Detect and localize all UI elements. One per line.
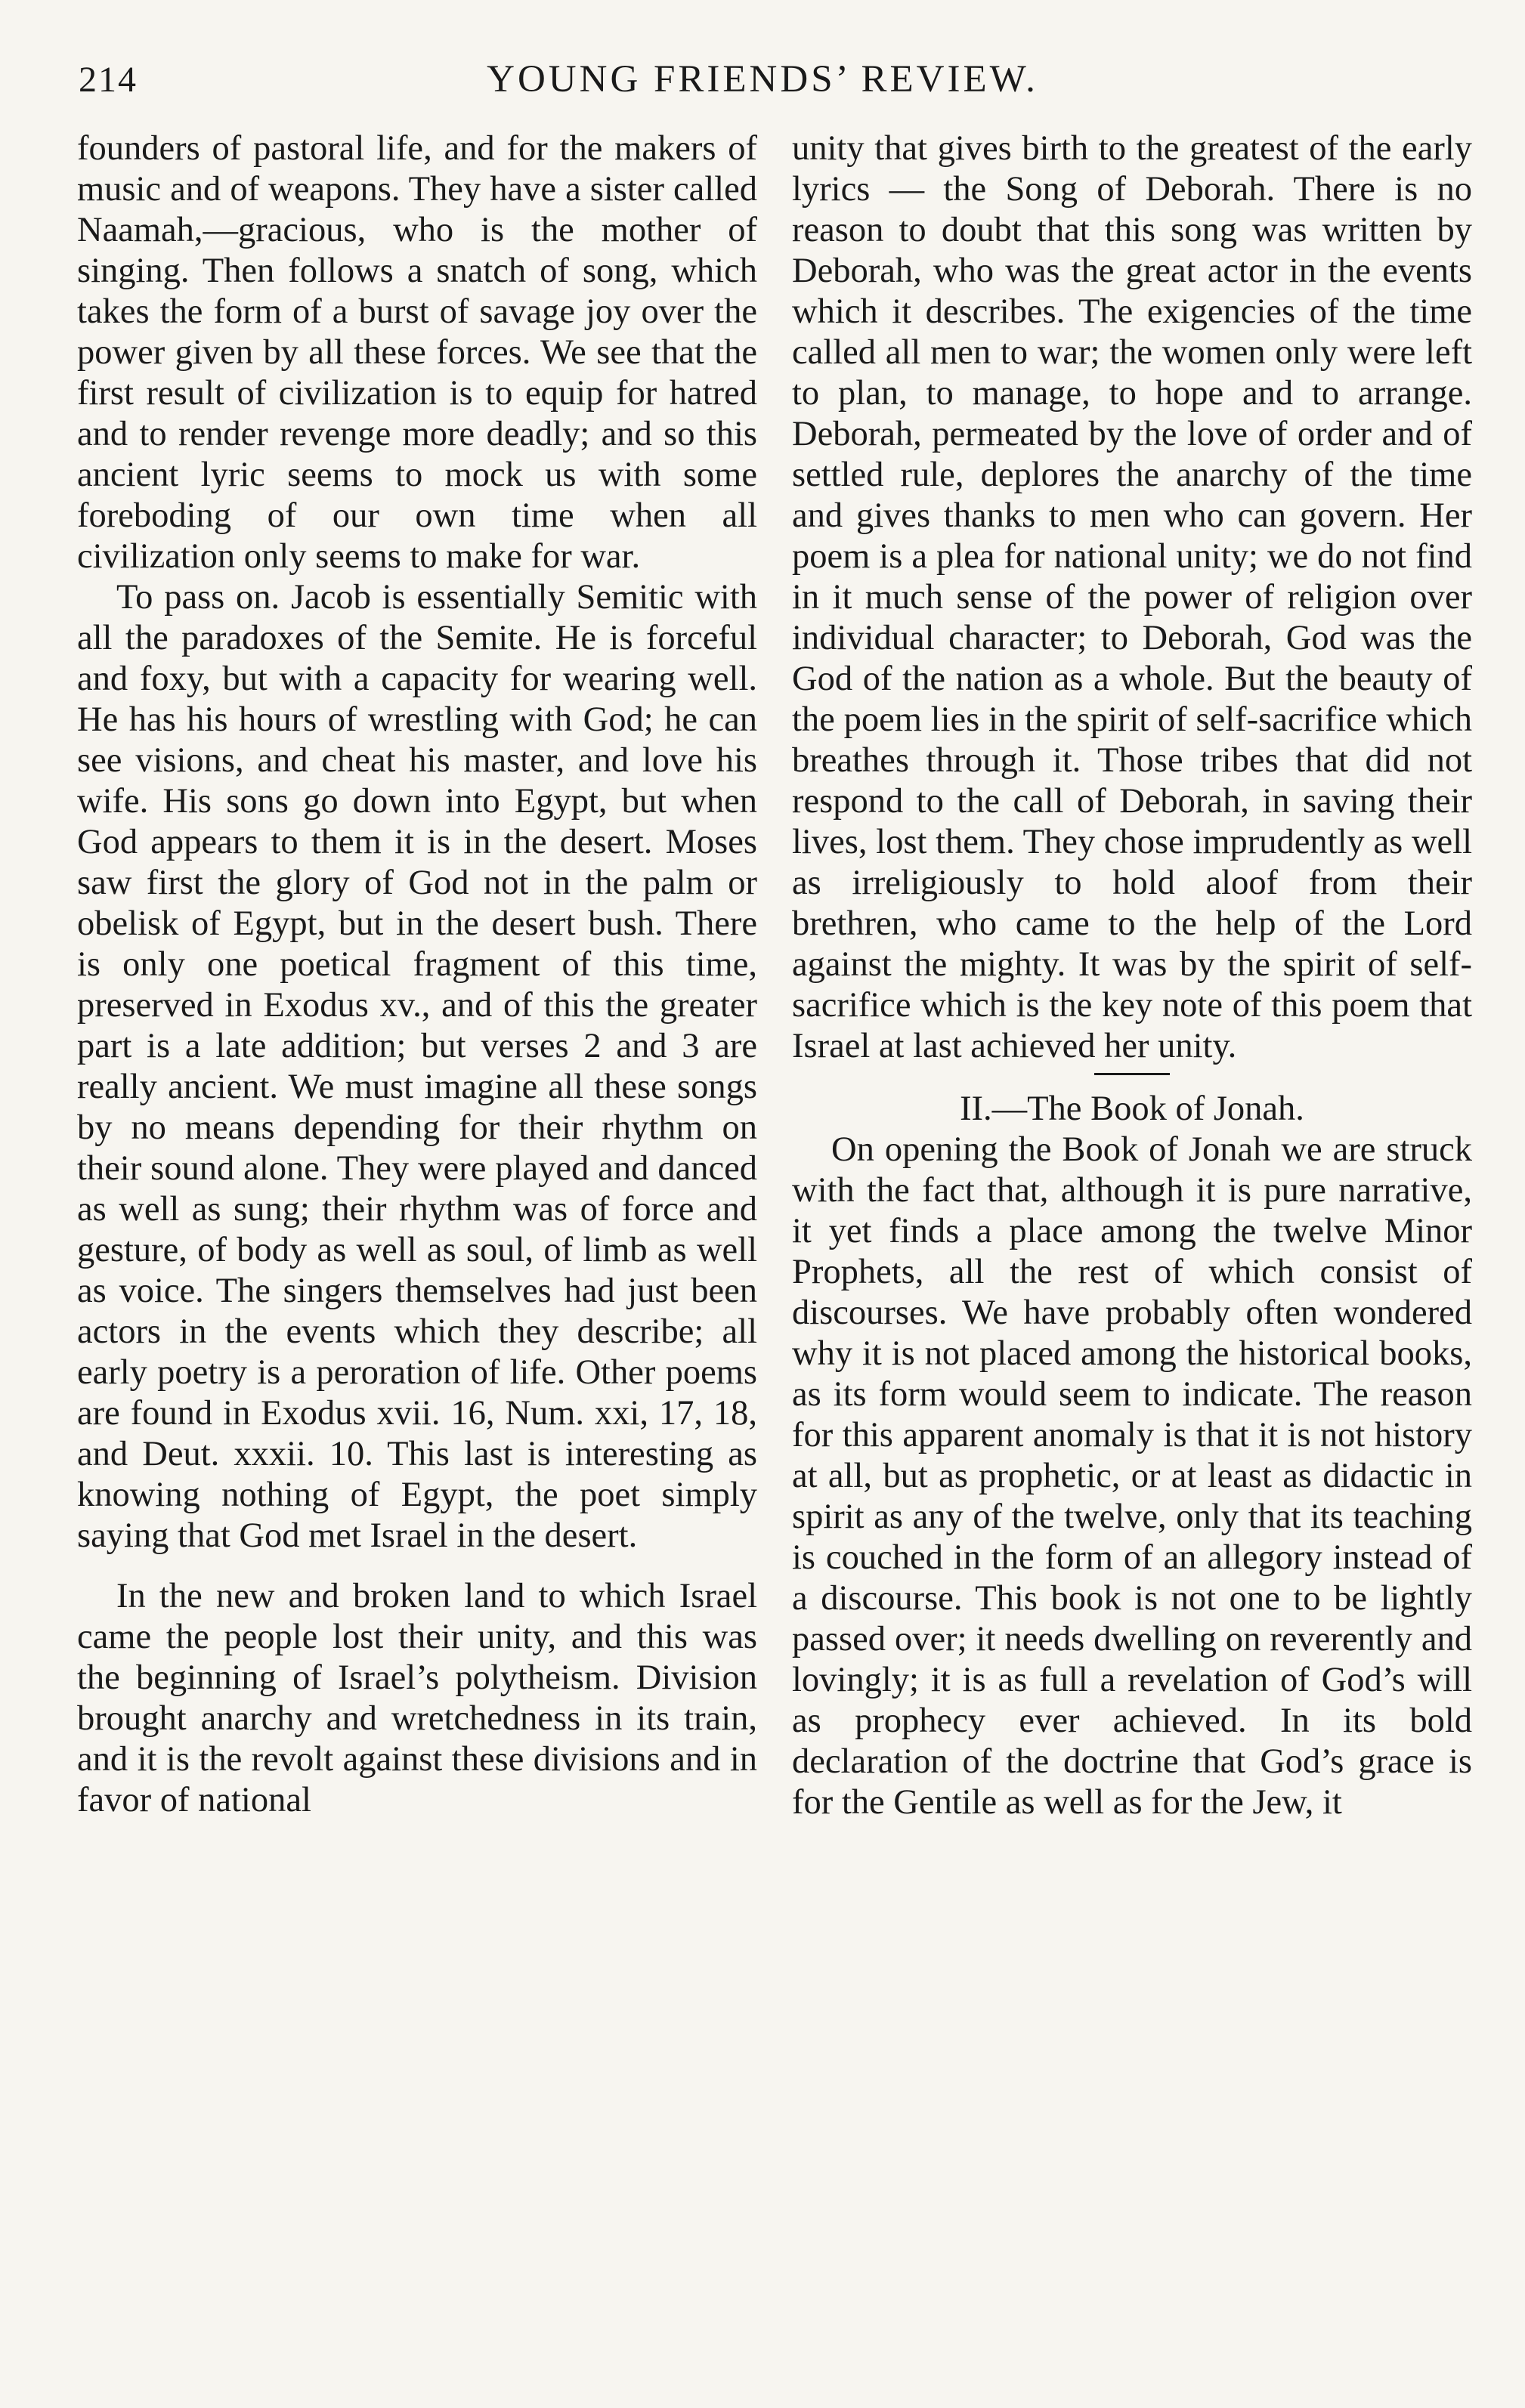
section-divider — [1094, 1073, 1170, 1075]
left-column — [77, 128, 757, 1821]
section-heading: II.—The Book of Jonah. — [960, 1090, 1304, 1128]
running-header — [76, 53, 1449, 113]
running-title: YOUNG FRIENDS’ REVIEW. — [487, 58, 1038, 100]
right-column — [792, 128, 1472, 1823]
paragraph: unity that gives birth to the greatest of the early lyrics — the Song of Deborah. There is no reason to doubt that this song was written by Deborah, who was the great actor in the events which it describes. The exigencies of the time called all men to war; the women only were left to plan, to manage, to hope and to arrange. Deborah, permeated by the love of order and of settled rule, deplores the anarchy of the time and gives thanks to men who can govern. Her poem is a plea for national unity; we do not find in it much sense of the power of religion over individual character; to Deborah, God was the God of the nation as a whole. But the beauty of the poem lies in the spirit of self-sacrifice which breathes through it. Those tribes that did not respond to the call of Deborah, in saving their lives, lost them. They chose imprudently as well as irreligiously to hold aloof from their brethren, who came to the help of the Lord against the mighty. It was by the spirit of self-sacrifice which is the key note of this poem that Israel at last achieved her unity. — [792, 129, 1472, 1065]
paragraph: founders of pastoral life, and for the makers of music and of weapons. They have a sister called Naamah,—gracious, who is the mother of singing. Then follows a snatch of song, which takes the form of a burst of savage joy over the power given by all these forces. We see that the first result of civilization is to equip for hatred and to render revenge more deadly; and so this ancient lyric seems to mock us with some foreboding of our own time when all civilization only seems to make for war. — [77, 129, 757, 576]
paragraph: In the new and broken land to which Israel came the people lost their unity, and this was the beginning of Israel’s polytheism. Division brought anarchy and wretchedness in its train, and it is the revolt against these divisions and in favor of national — [77, 1577, 757, 1819]
paragraph: On opening the Book of Jonah we are struck with the fact that, although it is pure narrative, it yet finds a place among the twelve Minor Prophets, all the rest of which consist of discourses. We have probably often wondered why it is not placed among the historical books, as its form would seem to indicate. The reason for this apparent anomaly is that it is not history at all, but as prophetic, or at least as didactic in spirit as any of the twelve, only that its teaching is couched in the form of an allegory instead of a discourse. This book is not one to be lightly passed over; it needs dwelling on reverently and lovingly; it is as full a revelation of God’s will as prophecy ever achieved. In its bold declaration of the doctrine that God’s grace is for the Gentile as well as for the Jew, it — [792, 1130, 1472, 1822]
paragraph: To pass on. Jacob is essentially Semitic with all the paradoxes of the Semite. He is forceful and foxy, but with a capacity for wearing well. He has his hours of wrestling with God; he can see visions, and cheat his master, and love his wife. His sons go down into Egypt, but when God appears to them it is in the desert. Moses saw first the glory of God not in the palm or obelisk of Egypt, but in the desert bush. There is only one poetical fragment of this time, preserved in Exodus xv., and of this the greater part is a late addition; but verses 2 and 3 are really ancient. We must imagine all these songs by no means depending for their rhythm on their sound alone. They were played and danced as well as sung; their rhythm was of force and gesture, of body as well as soul, of limb as well as voice. The singers themselves had just been actors in the events which they describe; all early poetry is a peroration of life. Other poems are found in Exodus xvii. 16, Num. xxi, 17, 18, and Deut. xxxii. 10. This last is interesting as knowing nothing of Egypt, the poet simply saying that God met Israel in the desert. — [77, 578, 757, 1555]
page-number: 214 — [79, 60, 138, 100]
